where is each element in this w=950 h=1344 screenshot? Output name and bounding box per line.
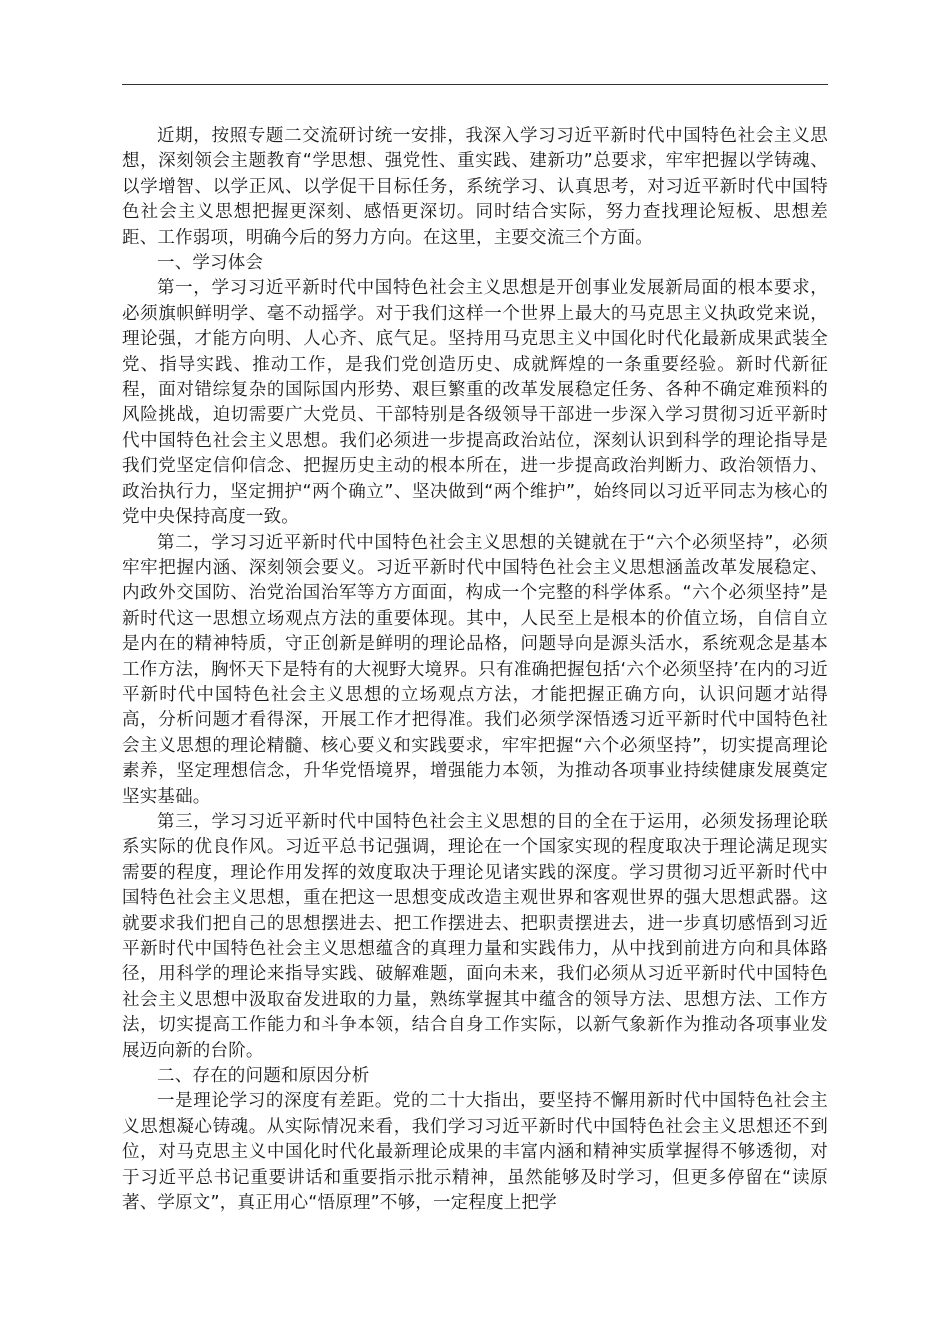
paragraph-point-one: 第一，学习习近平新时代中国特色社会主义思想是开创事业发展新局面的根本要求，必须旗帜鲜明学、毫不动摇学。对于我们这样一个世界上最大的马克思主义执政党来说，理论强，才能方向明、人心齐、底气足。坚持用马克思主义中国化时代化最新成果武装全党、指导实践、推动工作，是我们党创造历史、成就辉煌的一条重要经验。新时代新征程，面对错综复杂的国际国内形势、艰巨繁重的改革发展稳定任务、各种不确定难预料的风险挑战，迫切需要广大党员、干部特别是各级领导干部进一步深入学习贯彻习近平新时代中国特色社会主义思想。我们必须进一步提高政治站位，深刻认识到科学的理论指导是我们党坚定信仰信念、把握历史主动的根本所在，进一步提高政治判断力、政治领悟力、政治执行力，坚定拥护“两个确立”、坚决做到“两个维护”，始终同以习近平同志为核心的党中央保持高度一致。 — [122, 278, 828, 528]
document-body — [122, 124, 828, 1216]
section-heading-problems-analysis: 二、存在的问题和原因分析 — [157, 1066, 370, 1087]
paragraph-point-two: 第二，学习习近平新时代中国特色社会主义思想的关键就在于“六个必须坚持”，必须牢牢把握内涵、深刻领会要义。习近平新时代中国特色社会主义思想涵盖改革发展稳定、内政外交国防、治党治国治军等方方面面，构成一个完整的科学体系。“六个必须坚持”是新时代这一思想立场观点方法的重要体现。其中，人民至上是根本的价值立场，自信自立是内在的精神特质，守正创新是鲜明的理论品格，问题导向是源头活水，系统观念是基本工作方法，胸怀天下是特有的大视野大境界。只有准确把握包括‘六个必须坚持’在内的习近平新时代中国特色社会主义思想的立场观点方法，才能把握正确方向，认识问题才站得高，分析问题才看得深，开展工作才把得准。我们必须学深悟透习近平新时代中国特色社会主义思想的理论精髓、核心要义和实践要求，牢牢把握“六个必须坚持”，切实提高理论素养，坚定理想信念，升华党悟境界，增强能力本领，为推动各项事业持续健康发展奠定坚实基础。 — [122, 532, 828, 807]
intro-paragraph: 近期，按照专题二交流研讨统一安排，我深入学习习近平新时代中国特色社会主义思想，深刻领会主题教育“学思想、强党性、重实践、建新功”总要求，牢牢把握以学铸魂、以学增智、以学正风、以学促干目标任务，系统学习、认真思考，对习近平新时代中国特色社会主义思想把握更深刻、感悟更深切。同时结合实际，努力查找理论短板、思想差距、工作弱项，明确今后的努力方向。在这里，主要交流三个方面。 — [122, 126, 828, 248]
section-heading-study-insights: 一、学习体会 — [157, 253, 264, 274]
paragraph-problem-one: 一是理论学习的深度有差距。党的二十大指出，要坚持不懈用新时代中国特色社会主义思想凝心铸魂。从实际情况来看，我们学习习近平新时代中国特色社会主义思想还不到位，对马克思主义中国化时代化最新理论成果的丰富内涵和精神实质掌握得不够透彻，对于习近平总书记重要讲话和重要指示批示精神，虽然能够及时学习，但更多停留在“读原著、学原文”，真正用心“悟原理”不够，一定程度上把学 — [122, 1091, 828, 1214]
header-rule — [122, 84, 828, 85]
paragraph-point-three: 第三，学习习近平新时代中国特色社会主义思想的目的全在于运用，必须发扬理论联系实际的优良作风。习近平总书记强调，理论在一个国家实现的程度取决于理论满足现实需要的程度，理论作用发挥的效度取决于理论见诸实践的深度。学习贯彻习近平新时代中国特色社会主义思想，重在把这一思想变成改造主观世界和客观世界的强大思想武器。这就要求我们把自己的思想摆进去、把工作摆进去、把职责摆进去，进一步真切感悟到习近平新时代中国特色社会主义思想蕴含的真理力量和实践伟力，从中找到前进方向和具体路径，用科学的理论来指导实践、破解难题，面向未来，我们必须从习近平新时代中国特色社会主义思想中汲取奋发进取的力量，熟练掌握其中蕴含的领导方法、思想方法、工作方法，切实提高工作能力和斗争本领，结合自身工作实际，以新气象新作为推动各项事业发展迈向新的台阶。 — [122, 811, 828, 1061]
